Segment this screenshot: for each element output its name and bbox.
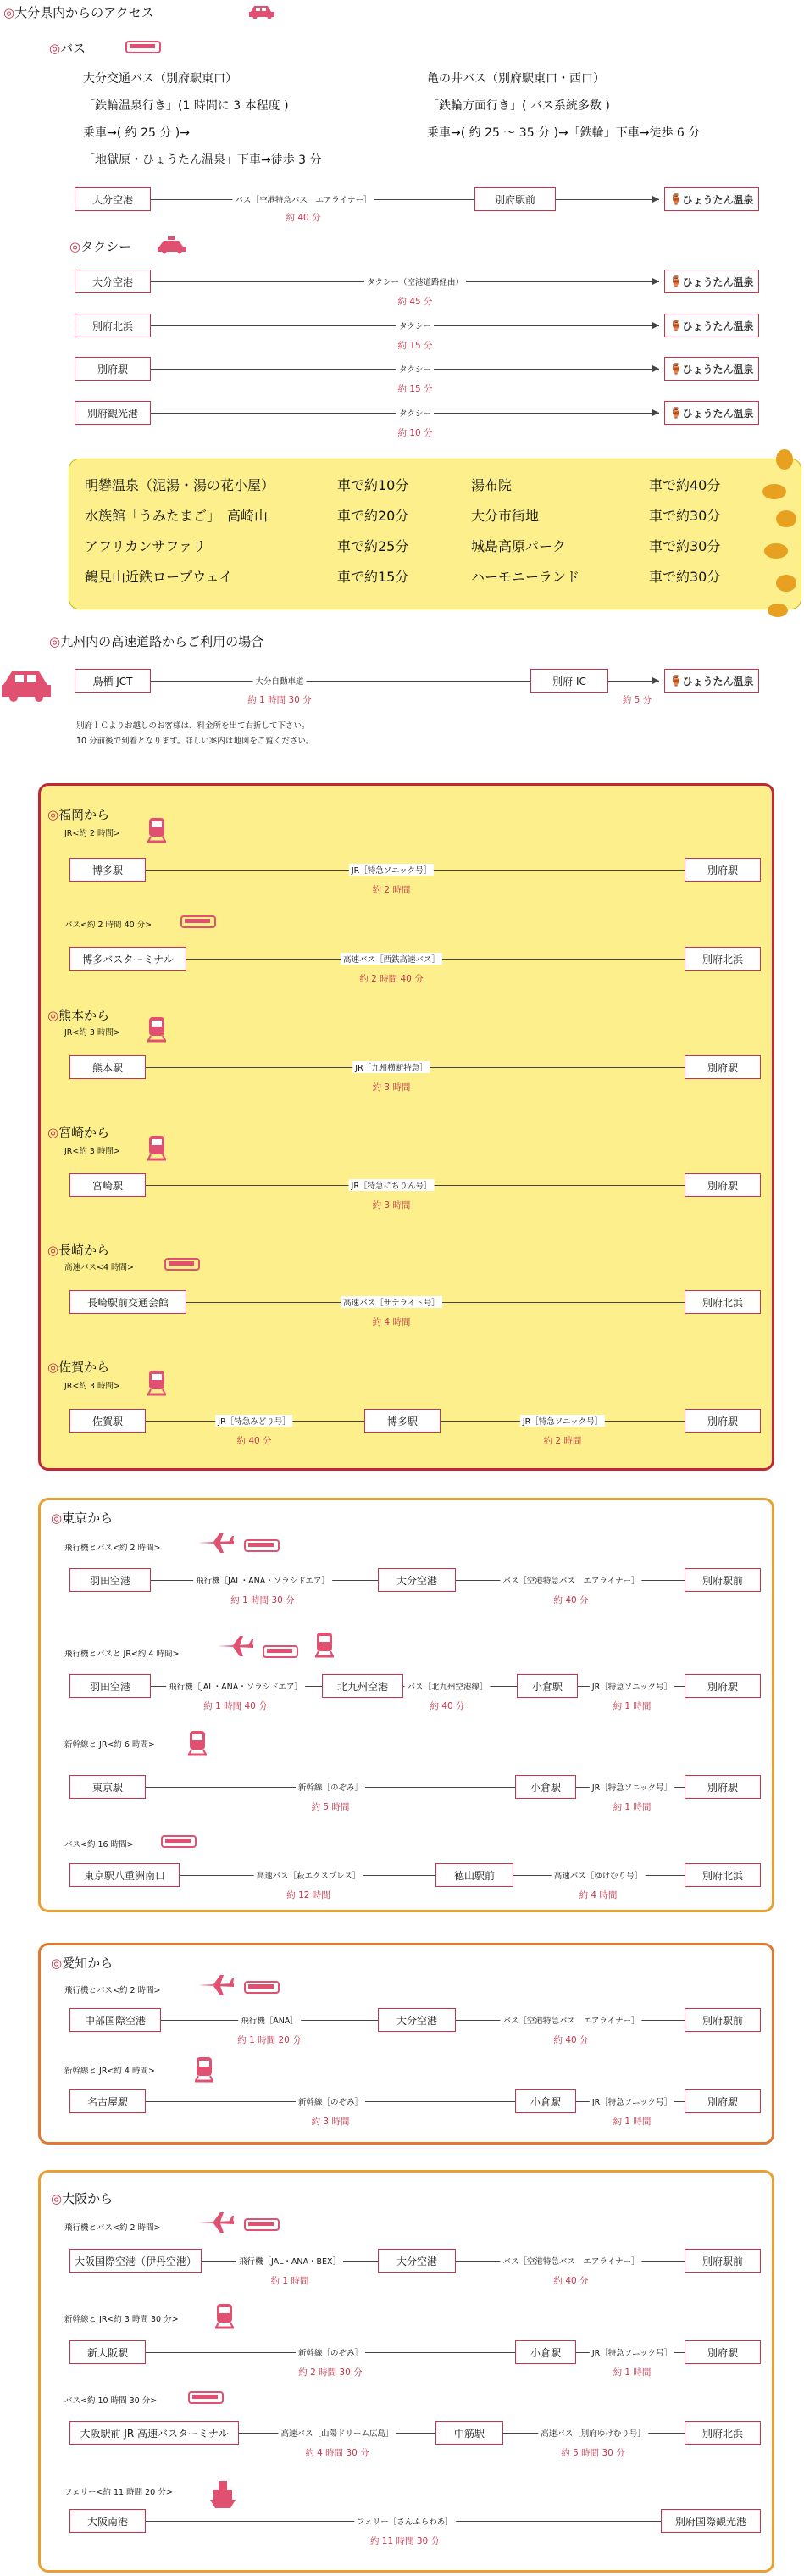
nearby-item: 明礬温泉（泥湯・湯の花小屋） <box>85 477 275 493</box>
station-box: 別府駅前 <box>685 1568 761 1592</box>
route-label: 高速バス［萩エクスプレス］ <box>254 1869 363 1881</box>
arrow-icon <box>652 322 659 329</box>
mode-label: バス<約 2 時間 40 分> <box>64 921 152 930</box>
station-box: 別府駅 <box>685 858 761 882</box>
route-label: バス［北九州空港線］ <box>404 1680 490 1692</box>
station-box: 新大阪駅 <box>69 2340 146 2364</box>
route-time: 約 1 時間 <box>613 1701 652 1711</box>
route-label: JR［特急にちりん号］ <box>349 1179 435 1191</box>
mode-label: JR<約 3 時間> <box>64 1147 120 1156</box>
mode-label: 新幹線と JR<約 6 時間> <box>64 1740 155 1750</box>
mode-label: 高速バス<4 時間> <box>64 1263 134 1272</box>
section-title: ◎愛知から <box>51 1956 114 1971</box>
station-box: 別府駅前 <box>474 187 556 211</box>
bus-icon <box>188 2390 224 2406</box>
station-box: 大分空港 <box>75 270 151 293</box>
train-icon <box>186 1729 208 1758</box>
route-label: 高速バス［別府ゆけむり号］ <box>538 2427 648 2439</box>
station-box: 徳山駅前 <box>435 1863 513 1887</box>
bus-icon <box>244 1980 280 1995</box>
arrow-icon <box>652 365 659 372</box>
route-label: 新幹線［のぞみ］ <box>296 2346 365 2358</box>
route-label: 大分自動車道 <box>252 675 306 687</box>
station-box: 佐賀駅 <box>69 1409 146 1433</box>
arrow-icon <box>652 677 659 684</box>
route-time: 約 15 分 <box>397 341 433 351</box>
station-box: 別府駅 <box>75 357 151 381</box>
route-time: 約 5 時間 30 分 <box>561 2448 625 2458</box>
mode-label: 飛行機とバス<約 2 時間> <box>64 2223 161 2233</box>
station-box: 名古屋駅 <box>69 2089 146 2113</box>
nearby-item: 車で約20分 <box>337 508 409 524</box>
route-label: 飛行機［JAL・ANA・BEX］ <box>236 2255 343 2267</box>
mode-label: バス<約 10 時間 30 分> <box>64 2396 158 2406</box>
bus-icon <box>244 2217 280 2233</box>
station-box: 大分空港 <box>378 1568 456 1592</box>
station-box: 東京駅 <box>69 1775 146 1799</box>
route-time: 約 40 分 <box>553 2276 589 2286</box>
train-icon <box>146 1134 168 1163</box>
route-label: 高速バス［山陽ドリーム広島］ <box>278 2427 396 2439</box>
train-icon <box>193 2056 215 2084</box>
route-label: バス［空港特急バス エアライナー］ <box>232 193 374 205</box>
section-title: ◎福岡から <box>47 807 110 822</box>
route-label: 高速バス［ゆけむり号］ <box>552 1869 646 1881</box>
oitakotsu-line-1: 大分交通バス（別府駅東口） <box>83 72 237 86</box>
route-label: JR［特急ソニック号］ <box>349 864 434 876</box>
nearby-item: 車で約25分 <box>337 538 409 554</box>
route-time: 約 2 時間 40 分 <box>359 974 424 984</box>
bus-icon <box>164 1257 200 1272</box>
mode-label: JR<約 2 時間> <box>64 829 120 838</box>
route-time: 約 5 分 <box>622 695 652 705</box>
hyoutan-onsen-logo: 🏺 ひょうたん温泉 <box>664 357 759 381</box>
hyoutan-onsen-logo: 🏺 ひょうたん温泉 <box>664 401 759 425</box>
mode-label: 新幹線と JR<約 3 時間 30 分> <box>64 2315 179 2324</box>
station-box: 羽田空港 <box>69 1568 151 1592</box>
oitakotsu-line-2: 「鉄輪温泉行き」(1 時間に 3 本程度 ) <box>83 99 289 113</box>
car-icon <box>247 2 276 19</box>
train-icon <box>313 1631 335 1660</box>
route-label: タクシー <box>396 363 434 375</box>
route-time: 約 11 時間 30 分 <box>369 2536 441 2546</box>
nearby-item: 車で約30分 <box>649 508 721 524</box>
kamenoi-line-3: 乗車→( 約 25 ～ 35 分 )→「鉄輪」下車→徒歩 6 分 <box>427 126 701 140</box>
ferry-icon <box>208 2479 237 2513</box>
station-box: 小倉駅 <box>515 1775 576 1799</box>
route-time: 約 3 時間 <box>311 2117 350 2127</box>
route-time: 約 2 時間 <box>543 1436 582 1446</box>
route-time: 約 3 時間 <box>372 1200 411 1210</box>
route-label: 高速バス［サテライト号］ <box>341 1296 442 1308</box>
train-icon <box>146 816 168 845</box>
route-label: JR［特急みどり号］ <box>215 1415 292 1427</box>
arrow-icon <box>652 278 659 285</box>
airplane-icon <box>216 1634 255 1658</box>
aichi-panel <box>38 1943 774 2145</box>
arrow-icon <box>652 196 659 203</box>
bus-icon <box>263 1644 298 1660</box>
route-time: 約 15 分 <box>397 384 433 394</box>
station-box: 別府国際観光港 <box>661 2509 761 2533</box>
station-box: 小倉駅 <box>515 2340 576 2364</box>
route-time: 約 1 時間 30 分 <box>230 1595 295 1605</box>
station-box: 北九州空港 <box>322 1674 403 1698</box>
route-label: 飛行機［ANA］ <box>238 2014 301 2026</box>
nearby-item: 水族館「うみたまご」 高崎山 <box>85 508 269 524</box>
section-title: ◎大阪から <box>51 2191 114 2206</box>
station-box: 大阪南港 <box>69 2509 146 2533</box>
station-box: 中筋駅 <box>435 2421 503 2445</box>
station-box: 大分空港 <box>378 2008 456 2032</box>
route-label: タクシー <box>396 407 434 419</box>
station-box: 東京駅八重洲南口 <box>69 1863 180 1887</box>
station-box: 別府駅前 <box>685 2249 761 2273</box>
route-label: JR［九州横断特急］ <box>352 1061 430 1073</box>
station-box: 別府駅前 <box>685 2008 761 2032</box>
airplane-icon <box>197 2211 236 2234</box>
nearby-item: 車で約30分 <box>649 569 721 585</box>
route-label: JR［特急ソニック号］ <box>520 1415 605 1427</box>
route-time: 約 45 分 <box>397 297 433 307</box>
station-box: 別府観光港 <box>75 401 151 425</box>
station-box: 別府 IC <box>530 669 608 693</box>
route-time: 約 40 分 <box>553 1595 589 1605</box>
route-label: 新幹線［のぞみ］ <box>296 2095 365 2107</box>
station-box: 長崎駅前交通会館 <box>69 1290 186 1314</box>
route-time: 約 10 分 <box>397 428 433 438</box>
nearby-item: 車で約30分 <box>649 538 721 554</box>
nearby-item: 湯布院 <box>471 477 513 493</box>
station-box: 別府北浜 <box>685 2421 761 2445</box>
route-time: 約 1 時間 <box>270 2276 309 2286</box>
route-time: 約 3 時間 <box>372 1082 411 1093</box>
section-title-highway: ◎九州内の高速道路からご利用の場合 <box>49 634 264 649</box>
station-box: 大阪駅前 JR 高速バスターミナル <box>69 2421 239 2445</box>
oitakotsu-line-4: 「地獄原・ひょうたん温泉」下車→徒歩 3 分 <box>83 153 322 167</box>
nearby-item: 車で約40分 <box>649 477 721 493</box>
route-label: タクシー（空港道路経由） <box>364 275 466 287</box>
station-box: 羽田空港 <box>69 1674 151 1698</box>
station-box: 別府駅 <box>685 1674 761 1698</box>
gourd-decoration-icon <box>752 441 803 619</box>
route-label: 飛行機［JAL・ANA・ソラシドエア］ <box>193 1574 332 1586</box>
route-line <box>151 199 659 200</box>
route-label: JR［特急ソニック号］ <box>590 2095 674 2107</box>
route-time: 約 5 時間 <box>311 1802 350 1812</box>
oitakotsu-line-3: 乗車→( 約 25 分 )→ <box>83 126 190 140</box>
mode-label: 飛行機とバスと JR<約 4 時間> <box>64 1650 180 1659</box>
hyoutan-onsen-logo: 🏺 ひょうたん温泉 <box>664 669 759 693</box>
car-icon <box>0 661 53 704</box>
route-label: 飛行機［JAL・ANA・ソラシドエア］ <box>166 1680 305 1692</box>
train-icon <box>213 2302 236 2331</box>
mode-label: 飛行機とバス<約 2 時間> <box>64 1544 161 1553</box>
nearby-item: ハーモニーランド <box>471 569 580 585</box>
route-label: 高速バス［西鉄高速バス］ <box>341 953 442 965</box>
station-box: 別府北浜 <box>75 314 151 337</box>
bus-icon <box>244 1538 280 1554</box>
station-box: 別府駅 <box>685 2340 761 2364</box>
route-time: 約 1 時間 40 分 <box>203 1701 268 1711</box>
arrow-icon <box>652 409 659 416</box>
hyoutan-onsen-logo: 🏺 ひょうたん温泉 <box>664 187 759 211</box>
taxi-heading: ◎タクシー <box>69 239 132 254</box>
route-time: 約 2 時間 30 分 <box>298 2367 363 2378</box>
route-time: 約 40 分 <box>553 2035 589 2045</box>
station-box: 小倉駅 <box>517 1674 578 1698</box>
nearby-item: 大分市街地 <box>471 508 540 524</box>
station-box: 大分空港 <box>378 2249 456 2273</box>
station-box: 別府北浜 <box>685 947 761 971</box>
route-time: 約 4 時間 <box>372 1317 411 1327</box>
route-label: バス［空港特急バス エアライナー］ <box>500 2014 641 2026</box>
section-title: ◎東京から <box>51 1511 114 1526</box>
route-label: バス［空港特急バス エアライナー］ <box>500 2255 641 2267</box>
section-title: ◎熊本から <box>47 1008 110 1023</box>
station-box: 大阪国際空港（伊丹空港） <box>69 2249 202 2273</box>
route-time: 約 1 時間 30 分 <box>247 695 312 705</box>
station-box: 別府駅 <box>685 1173 761 1197</box>
station-box: 博多駅 <box>364 1409 441 1433</box>
nearby-item: 車で約15分 <box>337 569 409 585</box>
airplane-icon <box>197 1531 236 1555</box>
route-label: バス［空港特急バス エアライナー］ <box>500 1574 641 1586</box>
mode-label: JR<約 3 時間> <box>64 1028 120 1038</box>
mode-label: フェリー<約 11 時間 20 分> <box>64 2488 173 2497</box>
route-time: 約 40 分 <box>286 213 321 223</box>
nearby-item: 城島高原パーク <box>471 538 567 554</box>
section-title: ◎宮崎から <box>47 1125 110 1140</box>
airplane-icon <box>197 1973 236 1997</box>
kamenoi-line-1: 亀の井バス（別府駅東口・西口） <box>427 72 605 86</box>
section-title: ◎長崎から <box>47 1243 110 1258</box>
route-label: タクシー <box>396 320 434 331</box>
station-box: 別府駅 <box>685 1775 761 1799</box>
station-box: 博多駅 <box>69 858 146 882</box>
station-box: 鳥栖 JCT <box>75 669 151 693</box>
route-time: 約 40 分 <box>430 1701 465 1711</box>
taxi-icon <box>156 236 188 254</box>
station-box: 別府駅 <box>685 1055 761 1079</box>
highway-note-1: 別府ＩＣよりお越しのお客様は、料金所を出て右折して下さい。 <box>76 721 310 731</box>
route-time: 約 4 時間 <box>579 1890 618 1900</box>
station-box: 宮崎駅 <box>69 1173 146 1197</box>
station-box: 中部国際空港 <box>69 2008 161 2032</box>
station-box: 別府駅 <box>685 1409 761 1433</box>
bus-heading: ◎バス <box>49 41 86 56</box>
highway-note-2: 10 分前後で到着となります。詳しい案内は地図をご覧ください。 <box>76 737 314 746</box>
bus-icon <box>161 1834 197 1850</box>
station-box: 大分空港 <box>75 187 151 211</box>
section-title-oita: ◎大分県内からのアクセス <box>3 5 154 20</box>
route-time: 約 4 時間 30 分 <box>305 2448 369 2458</box>
route-label: JR［特急ソニック号］ <box>590 2346 674 2358</box>
route-time: 約 2 時間 <box>372 885 411 895</box>
route-time: 約 1 時間 <box>613 2117 652 2127</box>
station-box: 別府北浜 <box>685 1863 761 1887</box>
train-icon <box>146 1015 168 1044</box>
station-box: 別府北浜 <box>685 1290 761 1314</box>
route-label: 新幹線［のぞみ］ <box>296 1781 365 1793</box>
bus-icon <box>125 40 161 55</box>
station-box: 小倉駅 <box>515 2089 576 2113</box>
nearby-item: 車で約10分 <box>337 477 409 493</box>
section-title: ◎佐賀から <box>47 1360 110 1375</box>
route-time: 約 12 時間 <box>286 1890 330 1900</box>
route-time: 約 40 分 <box>236 1436 272 1446</box>
station-box: 博多バスターミナル <box>69 947 186 971</box>
station-box: 別府駅 <box>685 2089 761 2113</box>
mode-label: JR<約 3 時間> <box>64 1382 120 1391</box>
hyoutan-onsen-logo: 🏺 ひょうたん温泉 <box>664 270 759 293</box>
route-label: JR［特急ソニック号］ <box>590 1781 674 1793</box>
route-time: 約 1 時間 <box>613 1802 652 1812</box>
kamenoi-line-2: 「鉄輪方面行き」( バス系統多数 ) <box>427 99 610 113</box>
route-label: JR［特急ソニック号］ <box>590 1680 674 1692</box>
station-box: 熊本駅 <box>69 1055 146 1079</box>
mode-label: 飛行機とバス<約 2 時間> <box>64 1986 161 1995</box>
train-icon <box>146 1369 168 1398</box>
route-time: 約 1 時間 <box>613 2367 652 2378</box>
nearby-item: アフリカンサファリ <box>85 538 206 554</box>
hyoutan-onsen-logo: 🏺 ひょうたん温泉 <box>664 314 759 337</box>
bus-icon <box>180 915 216 930</box>
route-time: 約 1 時間 20 分 <box>237 2035 302 2045</box>
route-label: フェリー［さんふらわあ］ <box>354 2515 456 2527</box>
mode-label: 新幹線と JR<約 4 時間> <box>64 2067 155 2076</box>
tokyo-panel <box>38 1498 774 1912</box>
nearby-item: 鶴見山近鉄ロープウェイ <box>85 569 233 585</box>
mode-label: バス<約 16 時間> <box>64 1840 134 1850</box>
